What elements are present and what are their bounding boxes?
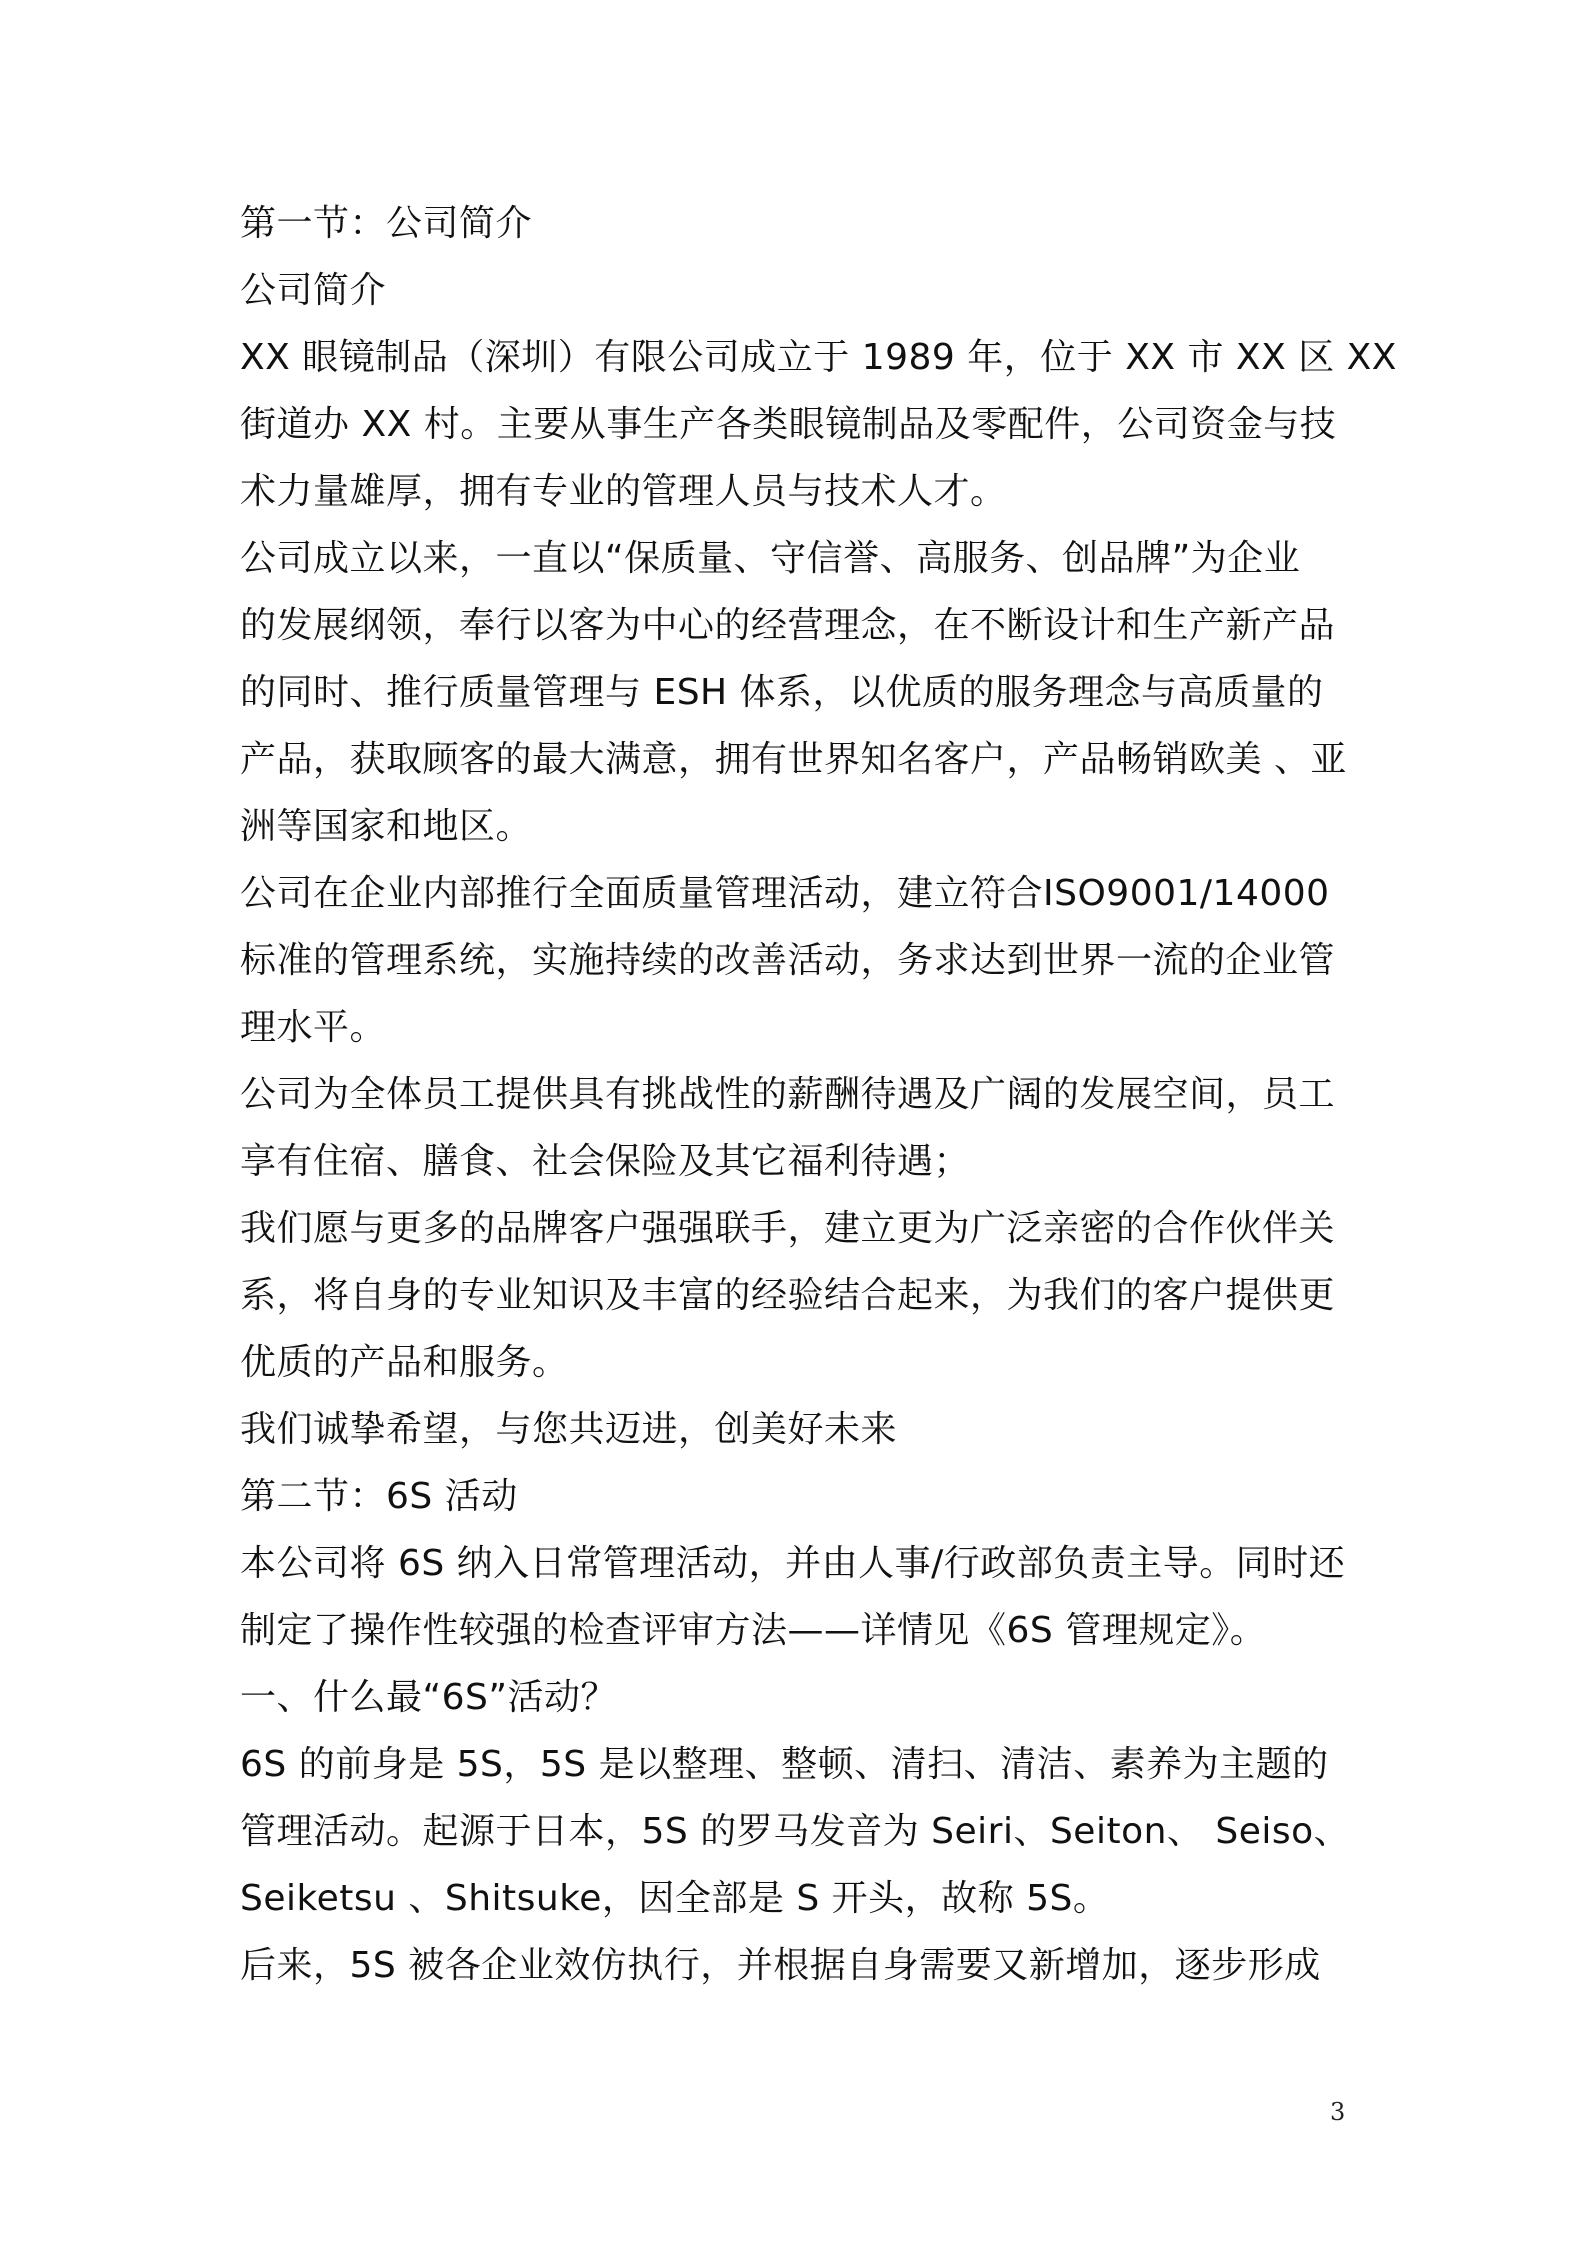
paragraph-line: 术力量雄厚，拥有专业的管理人员与技术人才。 — [240, 471, 1007, 512]
paragraph-line: 洲等国家和地区。 — [240, 806, 533, 847]
paragraph-line: XX 眼镜制品（深圳）有限公司成立于 1989 年，位于 XX 市 XX 区 XX — [240, 337, 1397, 378]
page-number: 3 — [1330, 2098, 1346, 2126]
subheading-what-is-6s: 一、什么最“6S”活动？ — [240, 1677, 618, 1718]
paragraph-line: 享有住宿、膳食、社会保险及其它福利待遇； — [240, 1141, 971, 1182]
section-heading-company-profile: 第一节：公司简介 — [240, 203, 533, 244]
paragraph-line: 优质的产品和服务。 — [240, 1342, 569, 1383]
paragraph-line: 的同时、推行质量管理与 ESH 体系，以优质的服务理念与高质量的 — [240, 672, 1324, 713]
document-body — [240, 190, 1397, 1999]
subheading-company-profile: 公司简介 — [240, 270, 387, 311]
paragraph-line: 本公司将 6S 纳入日常管理活动，并由人事/行政部负责主导。同时还 — [240, 1543, 1346, 1584]
paragraph-line: 管理活动。起源于日本，5S 的罗马发音为 Seiri、Seiton、 Seiso、 — [240, 1811, 1351, 1852]
paragraph-line: 我们诚挚希望，与您共迈进，创美好未来 — [240, 1409, 898, 1450]
paragraph-line: 后来，5S 被各企业效仿执行，并根据自身需要又新增加，逐步形成 — [240, 1945, 1321, 1986]
paragraph-line: 街道办 XX 村。主要从事生产各类眼镜制品及零配件，公司资金与技 — [240, 404, 1337, 445]
paragraph-line: 系，将自身的专业知识及丰富的经验结合起来，为我们的客户提供更 — [240, 1275, 1336, 1316]
paragraph-line: 公司为全体员工提供具有挑战性的薪酬待遇及广阔的发展空间，员工 — [240, 1074, 1336, 1115]
paragraph-line: 产品，获取顾客的最大满意，拥有世界知名客户，产品畅销欧美 、亚 — [240, 739, 1347, 780]
paragraph-line: Seiketsu 、Shitsuke，因全部是 S 开头，故称 5S。 — [240, 1878, 1110, 1919]
paragraph-line: 理水平。 — [240, 1007, 387, 1048]
paragraph-line: 的发展纲领，奉行以客为中心的经营理念，在不断设计和生产新产品 — [240, 605, 1336, 646]
paragraph-line: 6S 的前身是 5S，5S 是以整理、整顿、清扫、清洁、素养为主题的 — [240, 1744, 1329, 1785]
paragraph-line: 我们愿与更多的品牌客户强强联手，建立更为广泛亲密的合作伙伴关 — [240, 1208, 1336, 1249]
paragraph-line: 制定了操作性较强的检查评审方法——详情见《6S 管理规定》。 — [240, 1610, 1267, 1651]
paragraph-line: 公司在企业内部推行全面质量管理活动，建立符合ISO9001/14000 — [240, 873, 1330, 914]
paragraph-line: 标准的管理系统，实施持续的改善活动，务求达到世界一流的企业管 — [240, 940, 1336, 981]
section-heading-6s-activity: 第二节：6S 活动 — [240, 1476, 518, 1517]
paragraph-line: 公司成立以来，一直以“保质量、守信誉、高服务、创品牌”为企业 — [240, 538, 1301, 579]
